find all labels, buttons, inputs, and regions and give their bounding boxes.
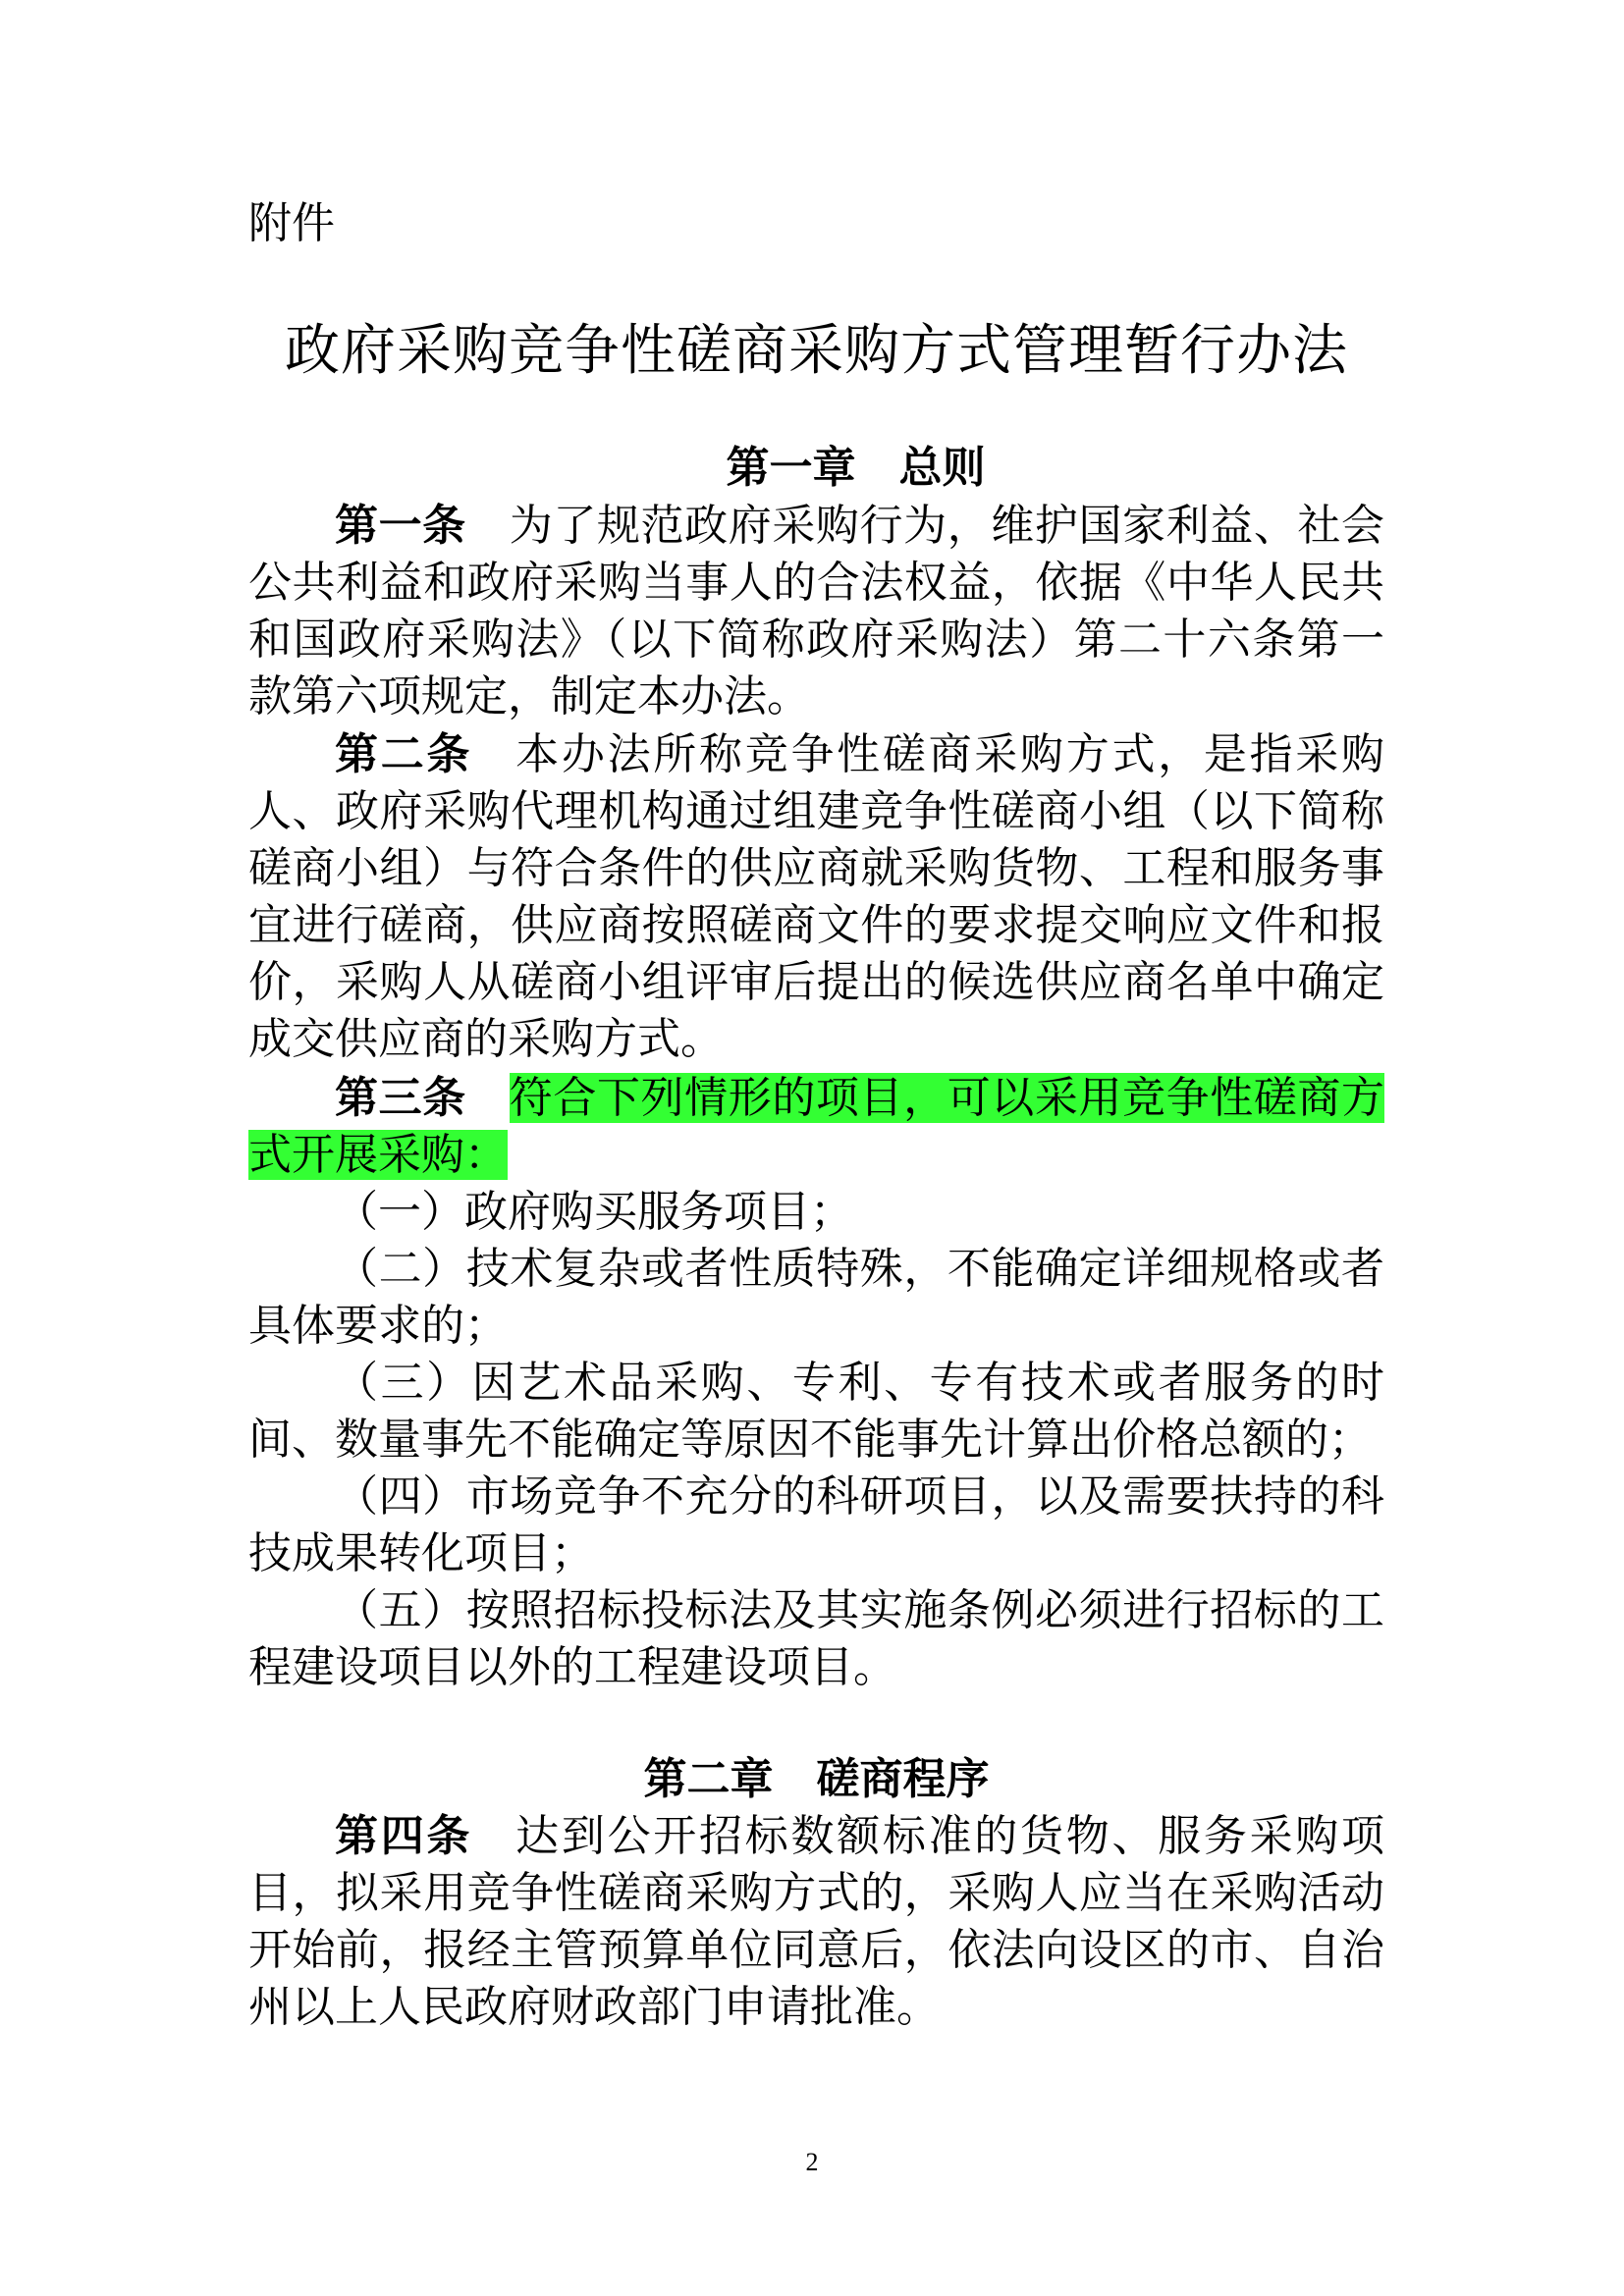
article-3 [248,1070,1384,1184]
attachment-label: 附件 [248,198,335,248]
article-text: 本办法所称竞争性磋商采购方式，是指采购人、政府采购代理机构通过组建竞争性磋商小组（以下简称磋商小组）与符合条件的供应商就采购货物、工程和服务事宜进行磋商，供应商按照磋商文件的要求提交响应文件和报价，采购人从磋商小组评审后提出的候选供应商名单中确定成交供应商的采购方式。 [248,729,1385,1064]
article-text: 为了规范政府采购行为，维护国家利益、社会公共利益和政府采购当事人的合法权益，依据《中华人民共和国政府采购法》（以下简称政府采购法）第二十六条第一款第六项规定，制定本办法。 [248,501,1385,721]
article-text: 达到公开招标数额标准的货物、服务采购项目，拟采用竞争性磋商采购方式的，采购人应当在采购活动开始前，报经主管预算单位同意后，依法向设区的市、自治州以上人民政府财政部门申请批准。 [248,1811,1385,2032]
chapter-heading-1 [248,440,1384,497]
chapter-heading-2 [248,1751,1384,1808]
article-2 [248,726,1384,1068]
article-label: 第一条 [335,501,466,551]
list-item: （五）按照招标投标法及其实施条例必须进行招标的工程建设项目以外的工程建设项目。 [248,1585,1384,1692]
list-item: （三）因艺术品采购、专利、专有技术或者服务的时间、数量事先不能确定等原因不能事先计算出价格总额的； [248,1358,1384,1465]
document-title: 政府采购竞争性磋商采购方式管理暂行办法 [285,319,1348,383]
chapter-number: 第二章 [643,1754,774,1804]
article-label: 第三条 [335,1073,466,1123]
highlighted-text: 符合下列情形的项目，可以采用竞争性磋商方式开展采购： [248,1073,1385,1180]
article-label: 第二条 [335,729,473,779]
list-item: （一）政府购买服务项目； [335,1187,853,1237]
chapter-number: 第一章 [726,443,856,493]
chapter-name: 磋商程序 [816,1754,990,1804]
article-4 [248,1808,1384,2036]
chapter-name: 总则 [898,443,986,493]
article-label: 第四条 [335,1811,473,1861]
list-item: （四）市场竞争不充分的科研项目，以及需要扶持的科技成果转化项目； [248,1471,1384,1578]
page-number: 2 [805,2148,819,2176]
article-1 [248,498,1384,725]
list-item: （二）技术复杂或者性质特殊，不能确定详细规格或者具体要求的； [248,1244,1384,1351]
